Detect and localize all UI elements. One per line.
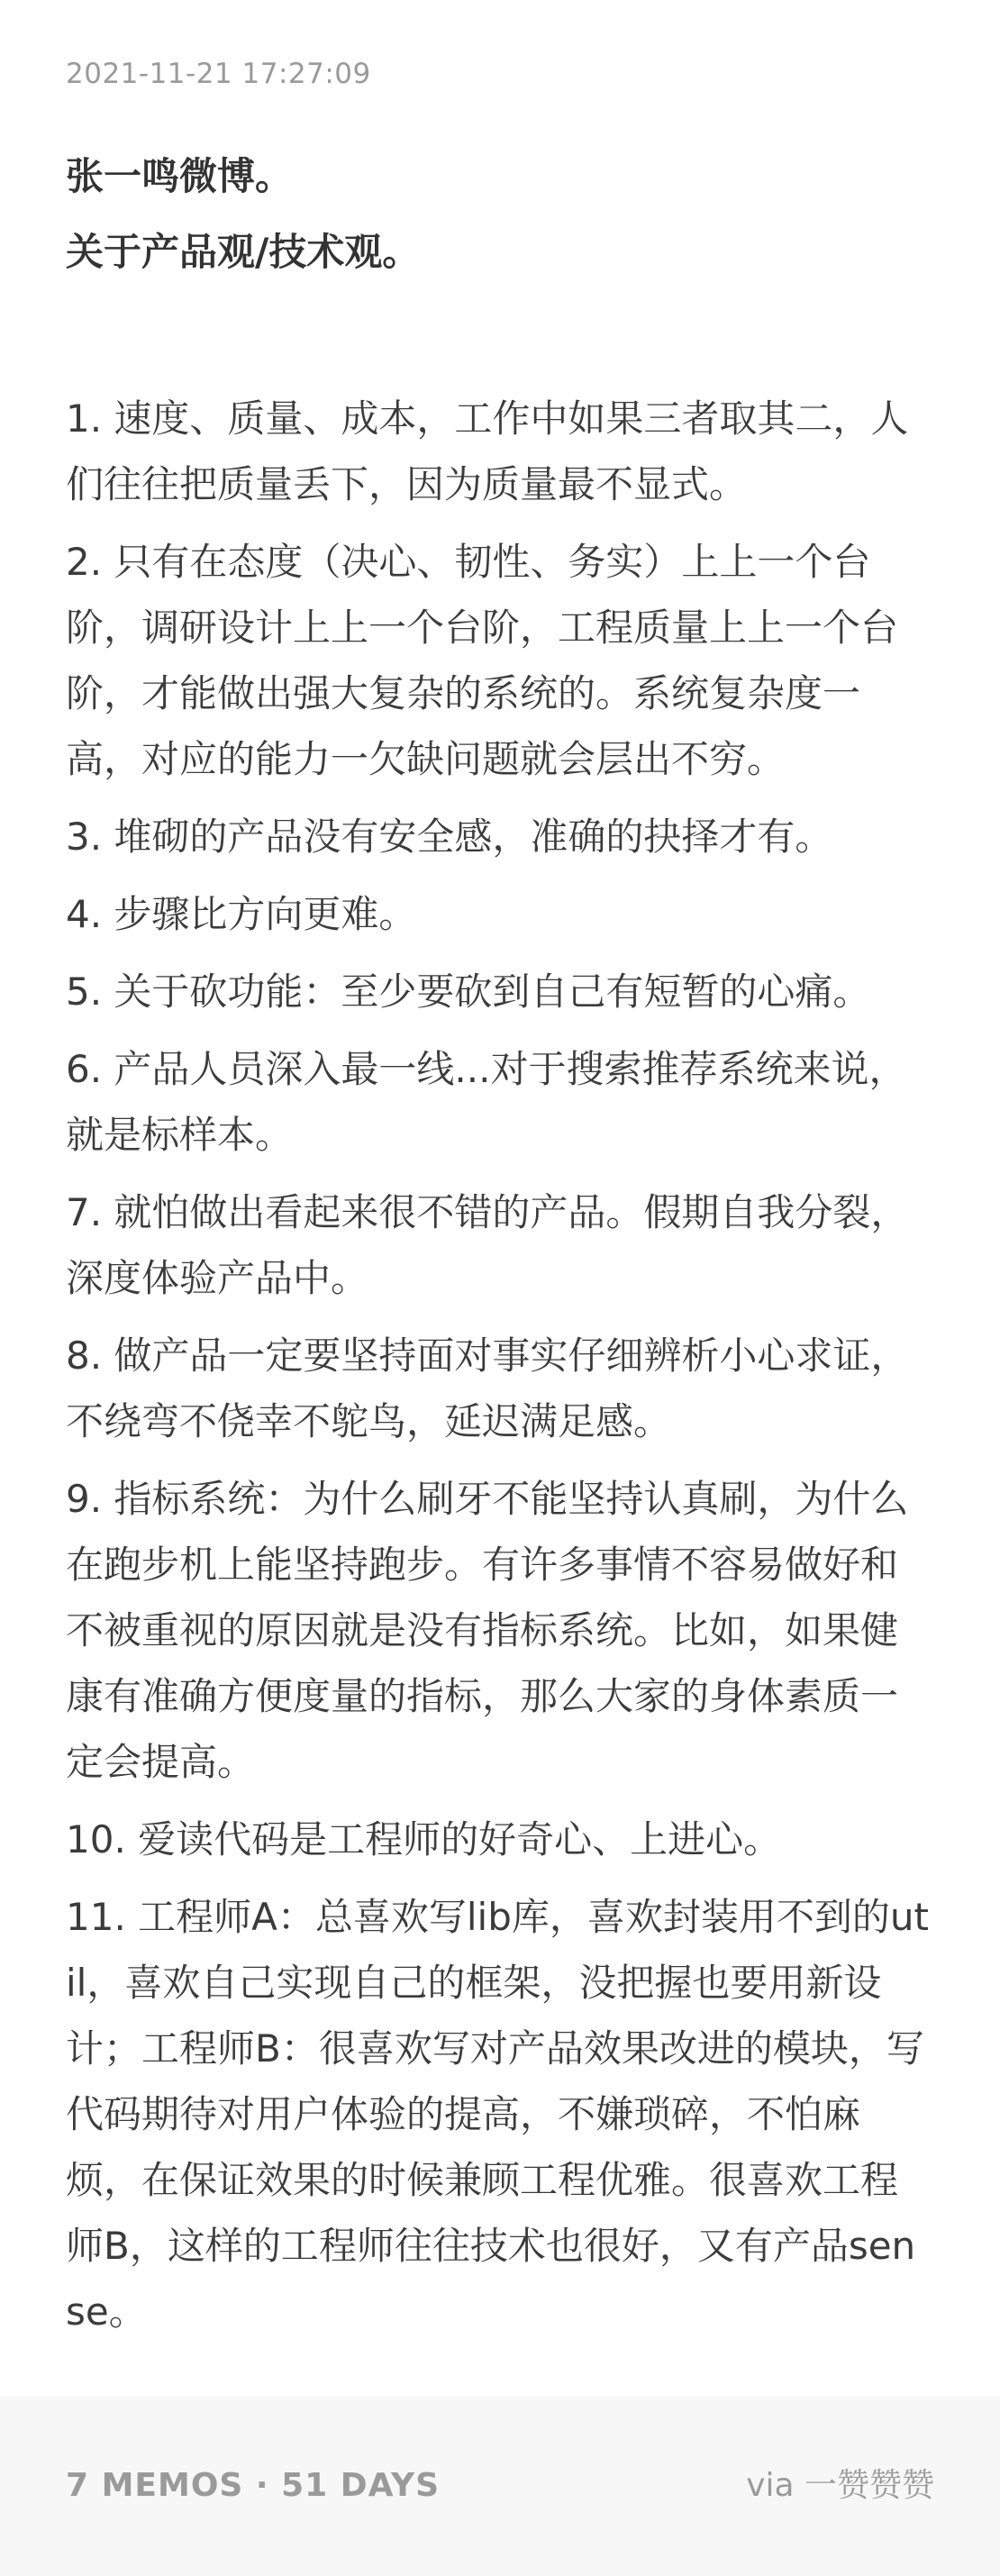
via-attribution: via 一赞赞赞 [746, 2467, 934, 2504]
memo-item: 9. 指标系统：为什么刷牙不能坚持认真刷，为什么在跑步机上能坚持跑步。有许多事情不容易做好和不被重视的原因就是没有指标系统。比如，如果健康有准确方便度量的指标，那么大家的身体素质一定会提高。 [66, 1477, 909, 1784]
memo-item: 7. 就怕做出看起来很不错的产品。假期自我分裂，深度体验产品中。 [66, 1190, 909, 1300]
memo-item: 10. 爱读代码是工程师的好奇心、上进心。 [66, 1817, 782, 1861]
memo-title-line-1: 张一鸣微博。 [66, 154, 294, 198]
memo-stats: 7 MEMOS · 51 DAYS [66, 2467, 441, 2504]
memo-timestamp: 2021-11-21 17:27:09 [66, 58, 371, 90]
memo-item: 4. 步骤比方向更难。 [66, 892, 417, 936]
memo-item: 5. 关于砍功能：至少要砍到自己有短暂的心痛。 [66, 969, 871, 1014]
memo-item-list [66, 386, 934, 2356]
memo-item: 8. 做产品一定要坚持面对事实仔细辨析小心求证，不绕弯不侥幸不鸵鸟，延迟满足感。 [66, 1334, 909, 1443]
memo-item: 6. 产品人员深入最一线...对于搜索推荐系统来说，就是标样本。 [66, 1047, 907, 1157]
memo-item: 2. 只有在态度（决心、韧性、务实）上上一个台阶，调研设计上上一个台阶，工程质量上上一个台阶，才能做出强大复杂的系统的。系统复杂度一高，对应的能力一欠缺问题就会层出不穷。 [66, 540, 899, 781]
memo-item: 1. 速度、质量、成本，工作中如果三者取其二，人们往往把质量丢下，因为质量最不显式。 [66, 396, 909, 506]
footer-bar [0, 2397, 1000, 2576]
memo-item: 3. 堆砌的产品没有安全感，准确的抉择才有。 [66, 815, 833, 859]
memo-title-line-2: 关于产品观/技术观。 [66, 230, 421, 274]
memo-item: 11. 工程师A：总喜欢写lib库，喜欢封装用不到的util，喜欢自己实现自己的框架，没把握也要用新设计；工程师B：很喜欢写对产品效果改进的模块，写代码期待对用户体验的提高，不嫌琐碎，不怕麻烦，在保证效果的时候兼顾工程优雅。很喜欢工程师B，这样的工程师往往技术也很好，又有产品sense。 [66, 1895, 929, 2334]
